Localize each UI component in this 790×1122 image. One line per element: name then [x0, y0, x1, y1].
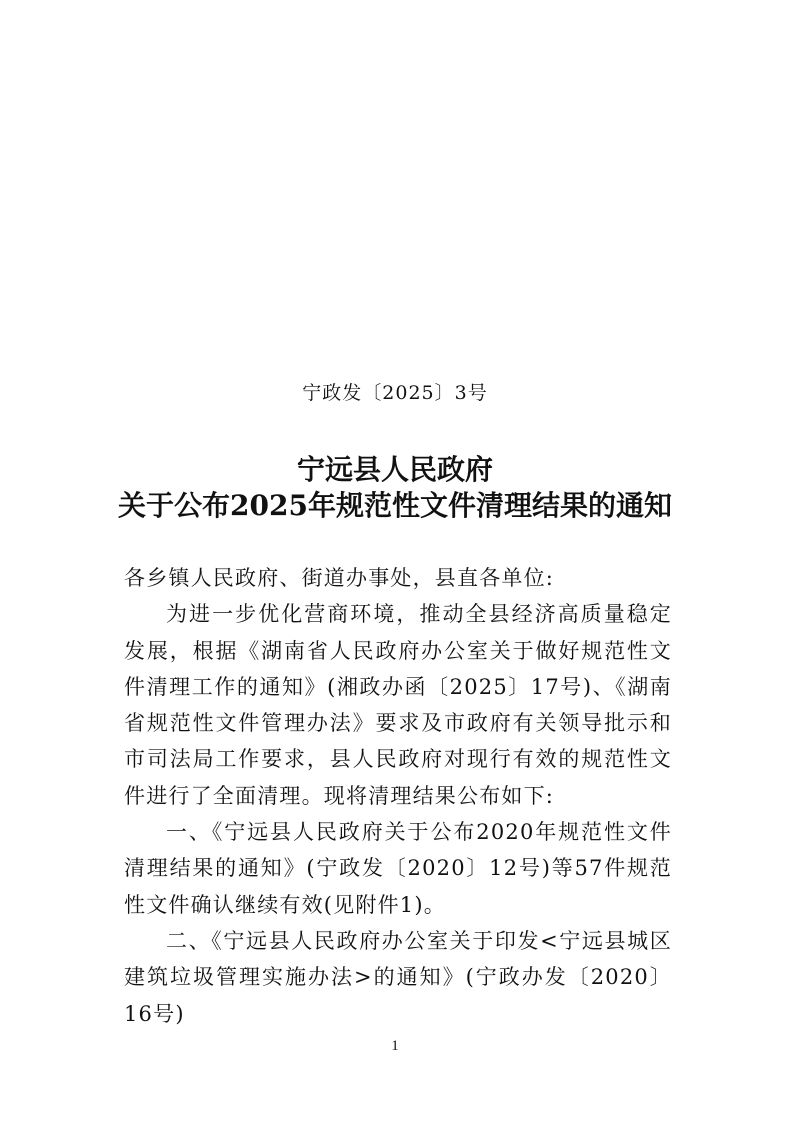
- paragraph-item-1: 一、《宁远县人民政府关于公布2020年规范性文件清理结果的通知》(宁政发〔2020〕12号)等57件规范性文件确认继续有效(见附件1)。: [124, 820, 672, 917]
- document-number: 宁政发〔2025〕3号: [302, 382, 488, 404]
- document-title-line2: 关于公布2025年规范性文件清理结果的通知: [118, 489, 672, 522]
- paragraph-item-2: 二、《宁远县人民政府办公室关于印发<宁远县城区建筑垃圾管理实施办法>的通知》(宁政办发〔2020〕16号): [124, 928, 672, 1026]
- document-title-line1: 宁远县人民政府: [296, 453, 493, 486]
- page-number: 1: [391, 1038, 399, 1054]
- document-body: [124, 560, 672, 1032]
- paragraph-intro: 为进一步优化营商环境，推动全县经济高质量稳定发展，根据《湖南省人民政府办公室关于做好规范性文件清理工作的通知》(湘政办函〔2025〕17号)、《湖南省规范性文件管理办法》要求及市政府有关领导批示和市司法局工作要求，县人民政府对现行有效的规范性文件进行了全面清理。现将清理结果公布如下:: [124, 602, 672, 808]
- salutation: 各乡镇人民政府、街道办事处，县直各单位:: [124, 566, 555, 590]
